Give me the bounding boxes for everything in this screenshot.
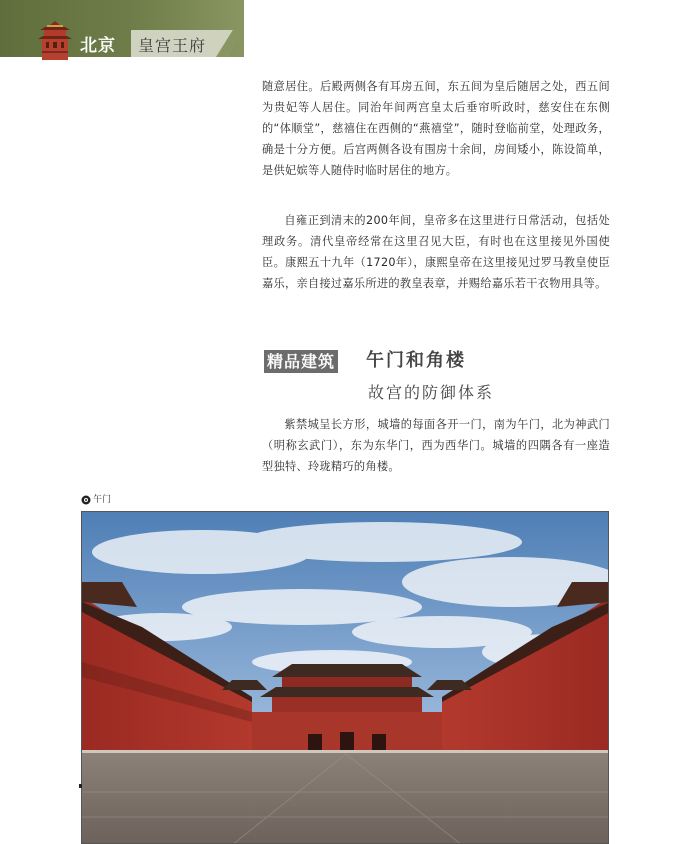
photo-caption [81, 494, 111, 506]
header-city: 北京 [80, 36, 116, 56]
photo-image [82, 512, 609, 844]
margin-mark [79, 784, 82, 788]
paragraph-2: 自雍正到清末的200年间，皇帝多在这里进行日常活动，包括处理政务。清代皇帝经常在这里召见大臣，有时也在这里接见外国使臣。康熙五十九年（1720年），康熙皇帝在这里接见过罗马教皇使臣嘉乐，亲自接过嘉乐所进的教皇表章，并赐给嘉乐若干衣物用具等。 [262, 214, 610, 290]
meridian-gate-photo [81, 511, 609, 844]
tower-icon [38, 20, 72, 60]
paragraph-3: 紫禁城呈长方形，城墙的每面各开一门，南为午门，北为神武门（明称玄武门），东为东华门，西为西华门。城墙的四隅各有一座造型独特、玲珑精巧的角楼。 [262, 418, 610, 473]
caption-text: 午门 [93, 495, 112, 505]
paragraph-1: 随意居住。后殿两侧各有耳房五间，东五间为皇后随居之处，西五间为贵妃等人居住。同治年间两宫皇太后垂帘听政时，慈安住在东侧的“体顺堂”，慈禧住在西侧的“燕禧堂”，随时登临前堂，处理政务，确是十分方便。后宫两侧各设有围房十余间，房间矮小，陈设简单，是供妃嫔等人随侍时临时居住的地方。 [262, 80, 610, 177]
section-badge: 精品建筑 [264, 350, 338, 373]
camera-icon [81, 495, 91, 505]
section-title: 午门和角楼 [366, 350, 466, 371]
section-subtitle: 故宫的防御体系 [368, 383, 495, 402]
header-section: 皇宫王府 [138, 36, 207, 55]
